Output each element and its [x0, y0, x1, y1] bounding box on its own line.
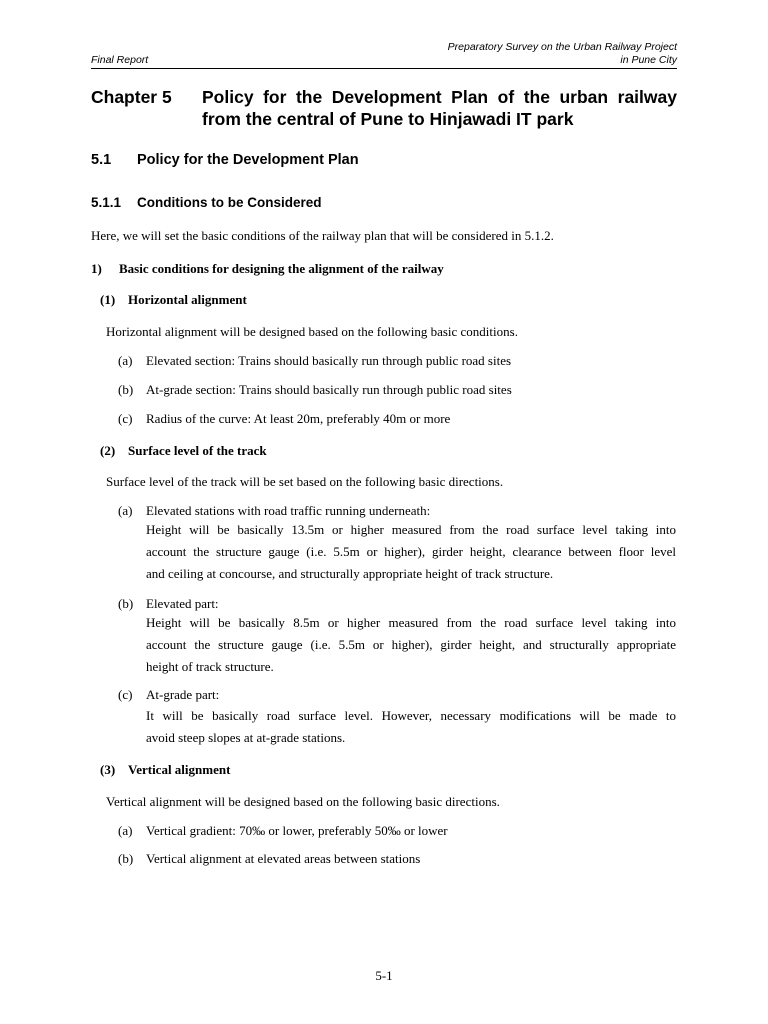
detail-line: Height will be basically 8.5m or higher measured from the road surface level taking into — [146, 615, 676, 630]
header-rule — [91, 68, 677, 69]
subitem-title: Vertical alignment — [128, 762, 231, 777]
chapter-title — [202, 86, 677, 130]
detail-line: height of track structure. — [146, 659, 274, 674]
lead-paragraph: Vertical alignment will be designed based on the following basic directions. — [106, 794, 500, 809]
page-number: 5-1 — [375, 968, 393, 983]
list-item: Elevated stations with road traffic running underneath: — [146, 503, 431, 518]
list-item: Elevated section: Trains should basically run through public road sites — [146, 353, 512, 368]
subitem-title: Surface level of the track — [128, 443, 267, 458]
subitem-title: Horizontal alignment — [128, 292, 247, 307]
final-report-label: Final Report — [91, 54, 149, 66]
list-item-detail — [146, 612, 676, 678]
list-label: (c) — [118, 687, 133, 702]
list-item: At-grade part: — [146, 687, 220, 702]
report-title-line2: in Pune City — [620, 54, 677, 66]
list-label: (a) — [118, 353, 133, 368]
list-label: (b) — [118, 596, 134, 611]
lead-paragraph: Surface level of the track will be set based on the following basic directions. — [106, 474, 504, 489]
chapter-title-line1: Policy for the Development Plan of the urban railway — [202, 87, 677, 107]
list-label: (c) — [118, 411, 133, 426]
chapter-number: Chapter 5 — [91, 87, 172, 107]
list-item: Radius of the curve: At least 20m, preferably 40m or more — [146, 411, 451, 426]
list-label: (a) — [118, 503, 133, 518]
detail-line: It will be basically road surface level. However, necessary modifications will be made to — [146, 708, 676, 723]
subsection-number: 5.1.1 — [91, 195, 122, 210]
detail-line: and ceiling at concourse, and structurally appropriate height of track structure. — [146, 566, 554, 581]
intro-paragraph: Here, we will set the basic conditions of the railway plan that will be considered in 5.1.2. — [91, 228, 554, 243]
subitem-number: (1) — [100, 292, 116, 307]
subsection-title: Conditions to be Considered — [137, 195, 322, 210]
list-label: (a) — [118, 823, 133, 838]
list-item: Vertical gradient: 70‰ or lower, preferably 50‰ or lower — [146, 823, 448, 838]
section-number: 5.1 — [91, 152, 112, 168]
subitem-number: (2) — [100, 443, 116, 458]
detail-line: Height will be basically 13.5m or higher measured from the road surface level taking into — [146, 522, 676, 537]
chapter-title-line2: from the central of Pune to Hinjawadi IT park — [202, 109, 574, 129]
detail-line: account the structure gauge (i.e. 5.5m or higher), girder height, clearance between floor level — [146, 544, 676, 559]
list-item-detail — [146, 519, 676, 585]
item-number: 1) — [91, 261, 102, 276]
detail-line: avoid steep slopes at at-grade stations. — [146, 730, 346, 745]
subitem-number: (3) — [100, 762, 116, 777]
lead-paragraph: Horizontal alignment will be designed based on the following basic conditions. — [106, 324, 518, 339]
report-title-line1: Preparatory Survey on the Urban Railway Project — [447, 41, 677, 53]
list-item-detail — [146, 705, 676, 749]
list-label: (b) — [118, 382, 134, 397]
section-title: Policy for the Development Plan — [137, 152, 359, 168]
list-item: Vertical alignment at elevated areas between stations — [146, 851, 421, 866]
detail-line: account the structure gauge (i.e. 5.5m or higher), girder height, and structurally appropriate — [146, 637, 676, 652]
list-label: (b) — [118, 851, 134, 866]
list-item: At-grade section: Trains should basically run through public road sites — [146, 382, 512, 397]
list-item: Elevated part: — [146, 596, 219, 611]
item-title: Basic conditions for designing the alignment of the railway — [119, 261, 444, 276]
